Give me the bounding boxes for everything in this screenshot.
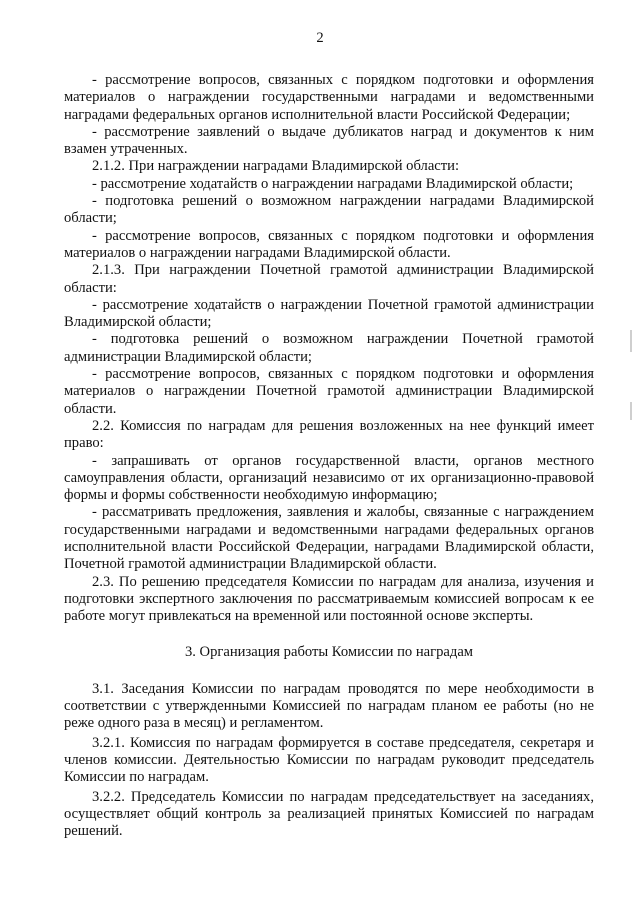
paragraph: 3.2.2. Председатель Комиссии по наградам председательствует на заседаниях, осуществляет общий контроль за реализацией принятых Комиссией по наградам решений. [64, 788, 594, 840]
paragraph: - рассмотрение заявлений о выдаче дубликатов наград и документов к ним взамен утраченных. [64, 123, 594, 158]
scan-edge-mark [630, 330, 632, 352]
paragraph: - рассмотрение ходатайств о награждении наградами Владимирской области; [92, 175, 574, 192]
paragraph: - рассмотрение вопросов, связанных с порядком подготовки и оформления материалов о награждении государственными наградами и ведомственными наградами федеральных органов исполнительной власти Российской Федерации; [64, 72, 594, 123]
paragraph: - рассмотрение вопросов, связанных с порядком подготовки и оформления материалов о награждении наградами Владимирской области. [64, 227, 594, 261]
paragraph: - подготовка решений о возможном награждении Почетной грамотой администрации Владимирской области; [64, 331, 594, 365]
paragraph: 3.1. Заседания Комиссии по наградам проводятся по мере необходимости в соответствии с утвержденными Комиссией по наградам планом ее работы (но не реже одного раза в месяц) и регламентом. [64, 680, 594, 732]
scan-edge-mark [630, 402, 632, 420]
paragraph: 2.1.2. При награждении наградами Владимирской области: [92, 158, 460, 175]
paragraph: - подготовка решений о возможном награждении наградами Владимирской области; [64, 193, 594, 227]
paragraph: 3.2.1. Комиссия по наградам формируется в составе председателя, секретаря и членов комиссии. Деятельностью Комиссии по наградам руководит председатель Комиссии по наградам. [64, 734, 594, 786]
paragraph: - запрашивать от органов государственной власти, органов местного самоуправления области, организаций независимо от их организационно-правовой формы и формы собственности необходимую информацию; [64, 452, 594, 504]
document-body [64, 72, 594, 840]
paragraph: 2.2. Комиссия по наградам для решения возложенных на нее функций имеет право: [64, 417, 594, 452]
page-number: 2 [316, 30, 324, 46]
paragraph: - рассмотрение вопросов, связанных с порядком подготовки и оформления материалов о награждении Почетной грамотой администрации Владимирской области. [64, 366, 594, 417]
paragraph: 2.1.3. При награждении Почетной грамотой администрации Владимирской области: [64, 262, 594, 296]
paragraph: 2.3. По решению председателя Комиссии по наградам для анализа, изучения и подготовки экспертного заключения по рассматриваемым комиссией вопросам к ее работе могут привлекаться на временной или постоянной основе эксперты. [64, 573, 594, 625]
paragraph: - рассматривать предложения, заявления и жалобы, связанные с награждением государственными наградами и ведомственными наградами федеральных органов исполнительной власти Российской Федерации, наградами Владимирской области, Почетной грамотой администрации Владимирской области. [64, 504, 594, 573]
section-heading: 3. Организация работы Комиссии по наградам [184, 643, 474, 660]
paragraph: - рассмотрение ходатайств о награждении Почетной грамотой администрации Владимирской области; [64, 296, 594, 331]
